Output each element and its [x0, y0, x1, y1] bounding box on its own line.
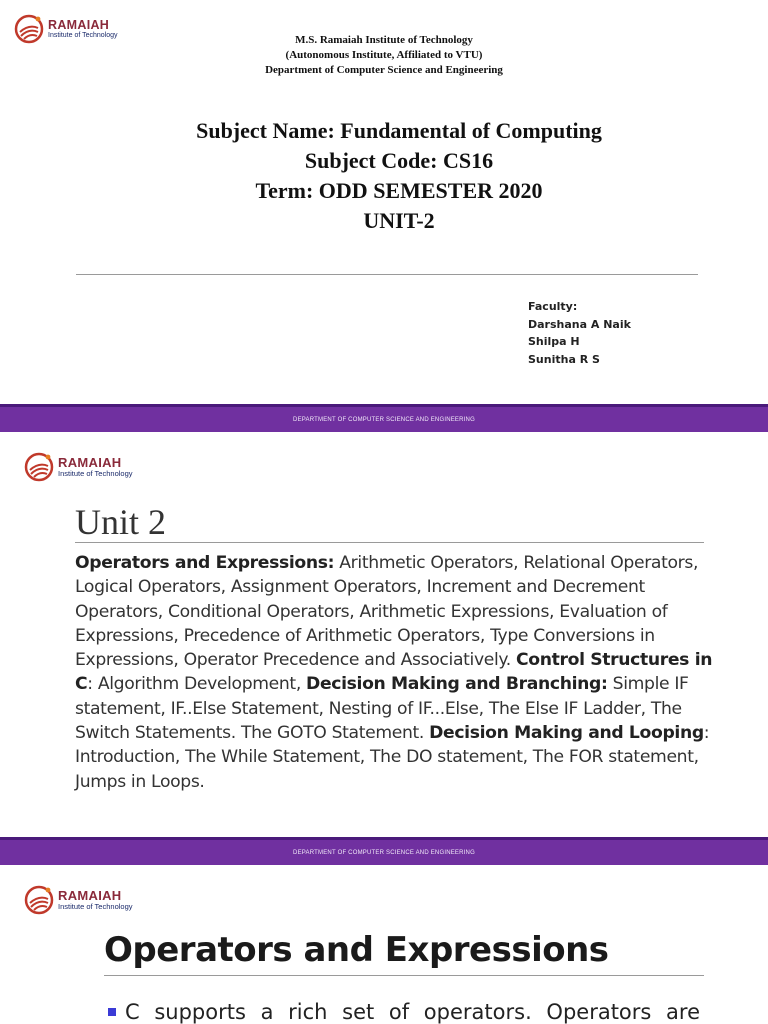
ramaiah-logo [24, 885, 133, 915]
title-slide [0, 0, 768, 432]
topic-heading: Operators and Expressions: [75, 553, 335, 573]
faculty-member: Sunitha R S [528, 352, 600, 366]
operators-slide [0, 865, 768, 1024]
topic-text: Simple IF statement, IF..Else Statement, Nesting of IF...Else, The Else IF Ladder, The Switch Statements. The GOTO Statement. [75, 674, 689, 744]
topic-text: : Algorithm Development, [87, 674, 307, 695]
subject-name: Subject Name: Fundamental of Computing [196, 118, 602, 143]
institute-name: M.S. Ramaiah Institute of Technology [295, 34, 473, 46]
logo-brand: RAMAIAH [48, 17, 110, 32]
unit-label: UNIT-2 [363, 208, 435, 233]
bullet-text: C supports a rich set of operators. Operators are [125, 1000, 700, 1024]
ramaiah-emblem-icon [24, 452, 54, 482]
topic-text: : Introduction, The While Statement, The DO statement, The FOR statement, Jumps in Loops. [75, 723, 710, 792]
logo-subtitle: Institute of Technology [48, 32, 118, 40]
topic-heading: Control Structures in C [75, 650, 713, 695]
term: Term: ODD SEMESTER 2020 [255, 178, 543, 203]
ramaiah-logo [24, 452, 133, 482]
divider [75, 542, 704, 543]
institute-department: Department of Computer Science and Engineering [265, 64, 503, 76]
subject-code: Subject Code: CS16 [304, 148, 494, 173]
divider [76, 274, 698, 275]
slide-heading: Operators and Expressions [104, 930, 609, 970]
slide-heading: Unit 2 [75, 502, 167, 542]
footer-text: DEPARTMENT OF COMPUTER SCIENCE AND ENGINEERING [293, 416, 475, 423]
footer-band [0, 837, 768, 865]
logo-subtitle: Institute of Technology [58, 902, 133, 912]
unit-syllabus [75, 551, 715, 794]
faculty-label: Faculty: [528, 300, 578, 313]
logo-brand: RAMAIAH [58, 888, 122, 904]
faculty-list [528, 298, 631, 368]
logo-brand: RAMAIAH [58, 455, 122, 471]
faculty-member: Darshana A Naik [528, 317, 631, 331]
bullet-square-icon [108, 1008, 116, 1016]
logo-subtitle: Institute of Technology [58, 469, 133, 479]
faculty-member: Shilpa H [528, 335, 580, 348]
unit-slide [0, 432, 768, 865]
topic-heading: Decision Making and Branching: [306, 674, 608, 695]
topic-text: Arithmetic Operators, Relational Operators, Logical Operators, Assignment Operators, Increment and Decrement Operators, Conditional Operators, Arithmetic Expressions, Evaluation of Expressions, Precedence of Arithmetic Operators, Type Conversions in Expressions, Operator Precedence and Associatively. [75, 553, 699, 671]
footer-text: DEPARTMENT OF COMPUTER SCIENCE AND ENGINEERING [293, 849, 475, 856]
divider [104, 975, 704, 976]
bullet-item [108, 998, 748, 1024]
footer-band [0, 404, 768, 432]
institute-affiliation: (Autonomous Institute, Affiliated to VTU) [285, 49, 483, 61]
ramaiah-emblem-icon [24, 885, 54, 915]
topic-heading: Decision Making and Looping [429, 723, 704, 744]
